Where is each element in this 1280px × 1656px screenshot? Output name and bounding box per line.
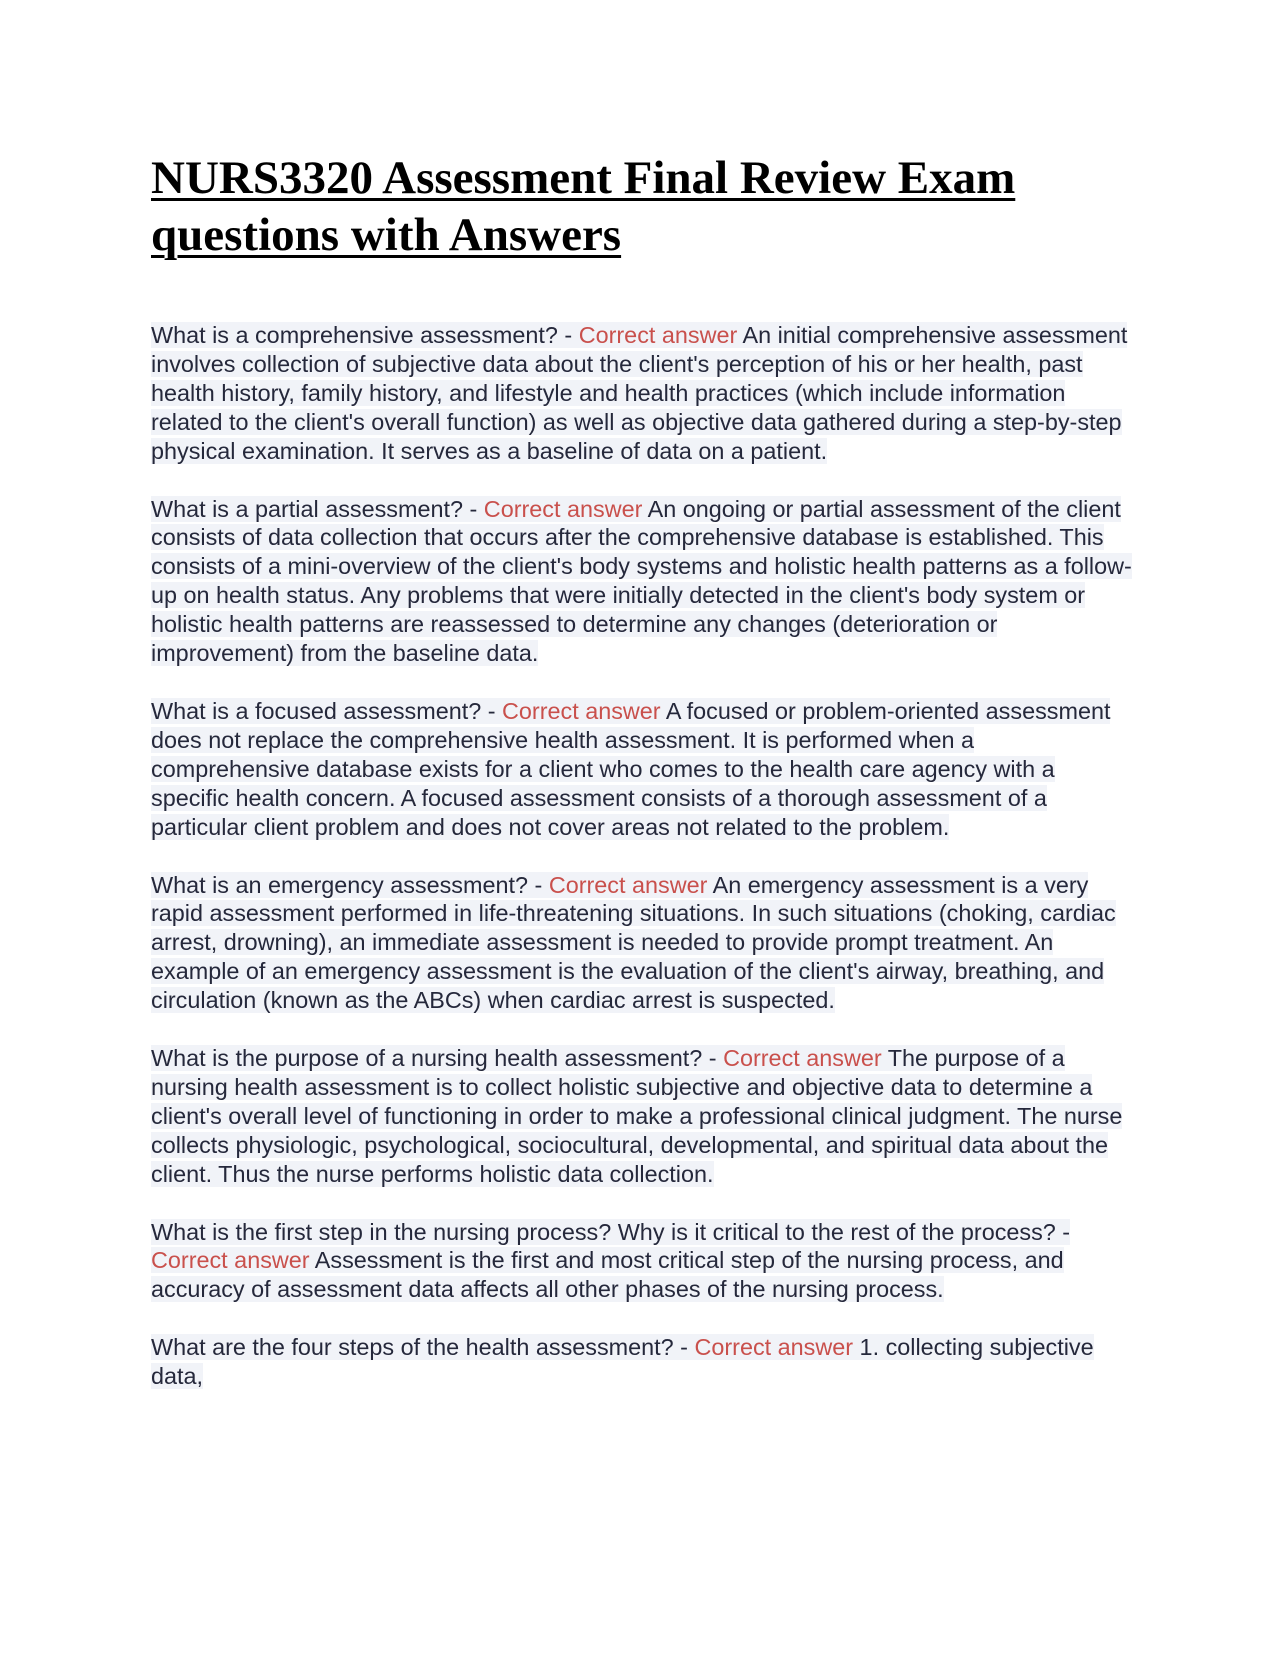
qa-item-purpose-of-assessment [151, 1044, 1136, 1189]
qa-list [151, 321, 1136, 1420]
answer-text: The purpose of a nursing health assessment is to collect holistic subjective and objective data to determine a client's overall level of functioning in order to make a professional clinical judgment. The nurse collects physiologic, psychological, sociocultural, developmental, and spiritual data about the client. Thus the nurse performs holistic data collection. [151, 1045, 1123, 1187]
correct-answer-label: Correct answer [694, 1334, 854, 1361]
correct-answer-label: Correct answer [548, 871, 708, 898]
correct-answer-label: Correct answer [483, 495, 643, 522]
question-text: What is the purpose of a nursing health assessment? - [151, 1045, 724, 1072]
answer-text: Assessment is the first and most critical step of the nursing process, and accuracy of assessment data affects all other phases of the nursing process. [151, 1247, 1064, 1303]
qa-item-comprehensive-assessment [151, 321, 1136, 466]
answer-text: 1. collecting subjective data, [151, 1334, 1094, 1390]
correct-answer-label: Correct answer [502, 697, 661, 724]
qa-item-emergency-assessment [151, 871, 1136, 1016]
answer-text: An initial comprehensive assessment involves collection of subjective data about the client's perception of his or her health, past health history, family history, and lifestyle and health practices (which include information related to the client's overall function) as well as objective data gathered during a step-by-step physical examination. It serves as a baseline of data on a patient. [151, 322, 1128, 464]
answer-text: A focused or problem-oriented assessment does not replace the comprehensive health assessment. It is performed when a comprehensive database exists for a client who comes to the health care agency with a specific health concern. A focused assessment consists of a thorough assessment of a particular client problem and does not cover areas not related to the problem. [151, 697, 1111, 840]
qa-item-focused-assessment [151, 697, 1136, 842]
question-text: What is an emergency assessment? - [151, 871, 549, 898]
question-text: What is a focused assessment? - [151, 697, 503, 724]
answer-text: An ongoing or partial assessment of the client consists of data collection that occurs after the comprehensive database is established. This consists of a mini-overview of the client's body systems and holistic health patterns as a follow-up on health status. Any problems that were initially detected in the client's body system or holistic health patterns are reassessed to determine any changes (deterioration or improvement) from the baseline data. [151, 495, 1132, 667]
correct-answer-label: Correct answer [578, 322, 738, 348]
question-text: What is the first step in the nursing process? Why is it critical to the rest of the process? - [151, 1218, 1071, 1245]
document-title: NURS3320 Assessment Final Review Exam questions with Answers [151, 152, 1016, 261]
question-text: What is a partial assessment? - [151, 495, 484, 522]
qa-item-first-step [151, 1218, 1136, 1305]
answer-text: An emergency assessment is a very rapid assessment performed in life-threatening situations. In such situations (choking, cardiac arrest, drowning), an immediate assessment is needed to provide prompt treatment. An example of an emergency assessment is the evaluation of the client's airway, breathing, and circulation (known as the ABCs) when cardiac arrest is suspected. [151, 871, 1116, 1014]
qa-item-partial-assessment [151, 495, 1136, 668]
correct-answer-label: Correct answer [151, 1247, 310, 1274]
question-text: What are the four steps of the health assessment? - [151, 1334, 695, 1361]
correct-answer-label: Correct answer [723, 1045, 882, 1072]
question-text: What is a comprehensive assessment? - [151, 322, 579, 348]
qa-item-four-steps [151, 1333, 1136, 1391]
